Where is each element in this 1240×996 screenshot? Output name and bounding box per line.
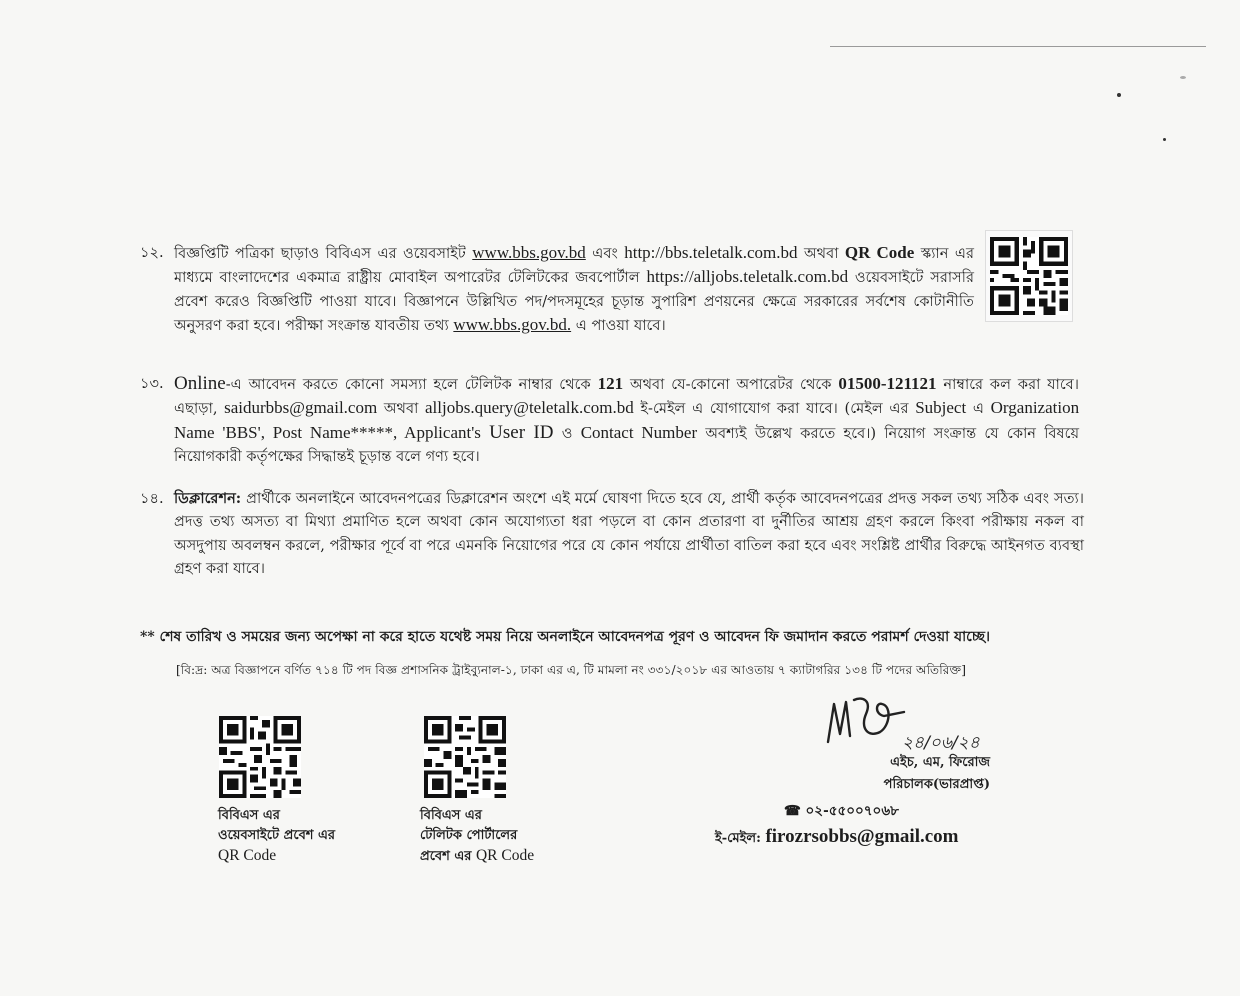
footnote: [বি:দ্র: অত্র বিজ্ঞাপনে বর্ণিত ৭১৪ টি পদ বিজ্ঞ প্রশাসনিক ট্রাইব্যুনাল-১, ঢাকা এর এ, টি মামলা নং ৩৩১/২০১৮ এর আওতায় ৭ ক্যাটাগরির ১৩৪ টি পদের অতিরিক্ত] [176, 663, 966, 677]
scan-speck [1163, 138, 1166, 141]
clause-number: ১৩. [140, 375, 164, 392]
qr-code-icon [985, 230, 1073, 322]
scan-speck [1180, 76, 1186, 79]
alljobs-link[interactable]: https://alljobs.teletalk.com.bd [646, 267, 849, 287]
teletalk-bbs-link[interactable]: http://bbs.teletalk.com.bd [624, 243, 798, 262]
clause-number: ১৪. [140, 490, 164, 507]
teletalk-portal-qr [424, 716, 506, 798]
scan-speck [1117, 93, 1121, 97]
qr-code-icon[interactable] [219, 716, 301, 802]
signature [810, 692, 1010, 758]
clause-text: বিজ্ঞপ্তিটি পত্রিকা ছাড়াও বিবিএস এর ওয়েবসাইট www.bbs.gov.bd এবং http://bbs.teletalk.com.bd অথবা QR Code স্ক্যান এর মাধ্যমে বাংলাদেশের একমাত্র রাষ্ট্রীয় মোবাইল অপারেটর টেলিটকের জবপোর্টাল https://alljobs.teletalk.com.bd ওয়েবসাইটে সরাসরি প্রবেশ করেও বিজ্ঞপ্তিটি পাওয়া যাবে। বিজ্ঞাপনে উল্লিখিত পদ/পদসমূহের চূড়ান্ত সুপারিশ প্রণয়নের ক্ষেত্রে সরকারের সর্বশেষ কোটানীতি অনুসরণ করা হবে। পরীক্ষা সংক্রান্ত যাবতীয় তথ্য www.bbs.gov.bd. এ পাওয়া যাবে। [174, 243, 975, 334]
declaration-heading: ডিক্লারেশন: [174, 490, 242, 507]
alljobs-query-email-link[interactable]: alljobs.query@teletalk.com.bd [425, 398, 634, 418]
qr-caption-teletalk: বিবিএস এর টেলিটক পোর্টালের প্রবেশ এর QR Code [420, 808, 535, 864]
signer-name: এইচ, এম, ফিরোজ [890, 755, 990, 770]
signature-date: ২৪/০৬/২৪ [902, 733, 980, 753]
saidur-email-link[interactable]: saidurbbs@gmail.com [224, 398, 378, 418]
clause-text: ডিক্লারেশন: প্রার্থীকে অনলাইনে আবেদনপত্রের ডিক্লারেশন অংশে এই মর্মে ঘোষণা দিতে হবে যে, প্রার্থী কর্তৃক আবেদনপত্রের প্রদত্ত সকল তথ্য সঠিক এবং সত্য। প্রদত্ত তথ্য অসত্য বা মিথ্যা প্রমাণিত হলে অথবা কোন অযোগ্যতা ধরা পড়লে বা কোন প্রতারণা বা দুর্নীতির আশ্রয় গ্রহণ করলে কিংবা পরীক্ষায় নকল বা অসদুপায় অবলম্বন করলে, পরীক্ষার পূর্বে বা পরে এমনকি নিয়োগের পরে যে কোন পর্যায়ে প্রার্থীতা বাতিল করা হবে এবং সংশ্লিষ্ট প্রার্থীর বিরুদ্ধে আইনগত ব্যবস্থা গ্রহণ করা যাবে। [174, 490, 1085, 577]
clause-text: Online-এ আবেদন করতে কোনো সমস্যা হলে টেলিটক নাম্বার থেকে 121 অথবা যে-কোনো অপারেটর থেকে 01500-121121 নাম্বারে কল করা যাবে। এছাড়া, saidurbbs@gmail.com অথবা alljobs.query@teletalk.com.bd ই-মেইল এ যোগাযোগ করা যাবে। (মেইল এর Subject এ Organization Name 'BBS', Post Name*****, Applicant's User ID ও Contact Number অবশ্যই উল্লেখ করতে হবে।) নিয়োগ সংক্রান্ত যে কোন বিষয়ে নিয়োগকারী কর্তৃপক্ষের সিদ্ধান্তই চূড়ান্ত বলে গণ্য হবে। [174, 373, 1080, 465]
signer-email: ই-মেইল: firozrsobbs@gmail.com [715, 826, 959, 847]
bbs-website-link[interactable]: www.bbs.gov.bd [472, 243, 586, 262]
telephone-icon: ☎ [784, 803, 801, 819]
qr-code-icon[interactable] [424, 716, 506, 802]
signer-designation: পরিচালক(ভারপ্রাপ্ত) [883, 777, 990, 792]
clause-number: ১২. [140, 244, 164, 261]
bbs-info-link[interactable]: www.bbs.gov.bd. [453, 314, 572, 334]
bbs-website-qr [219, 716, 301, 798]
qr-code-graphic [986, 231, 1072, 321]
handwritten-signature [810, 692, 1010, 754]
signer-phone: ☎ ০২-৫৫০০৭০৬৮ [784, 803, 899, 819]
teletalk-number: 121 [597, 374, 624, 393]
qr-caption-website: বিবিএস এর ওয়েবসাইটে প্রবেশ এর QR Code [218, 808, 336, 864]
advisory-note: ** শেষ তারিখ ও সময়ের জন্য অপেক্ষা না করে হাতে যথেষ্ট সময় নিয়ে অনলাইনে আবেদনপত্র পূরণ ও আবেদন ফি জমাদান করতে পরামর্শ দেওয়া যাচ্ছে। [140, 629, 991, 645]
top-rule [830, 46, 1206, 47]
operator-number: 01500-121121 [838, 374, 937, 393]
signer-block [790, 752, 990, 796]
qr-code-label: QR Code [844, 243, 915, 262]
signer-email-link[interactable]: firozrsobbs@gmail.com [765, 826, 959, 847]
